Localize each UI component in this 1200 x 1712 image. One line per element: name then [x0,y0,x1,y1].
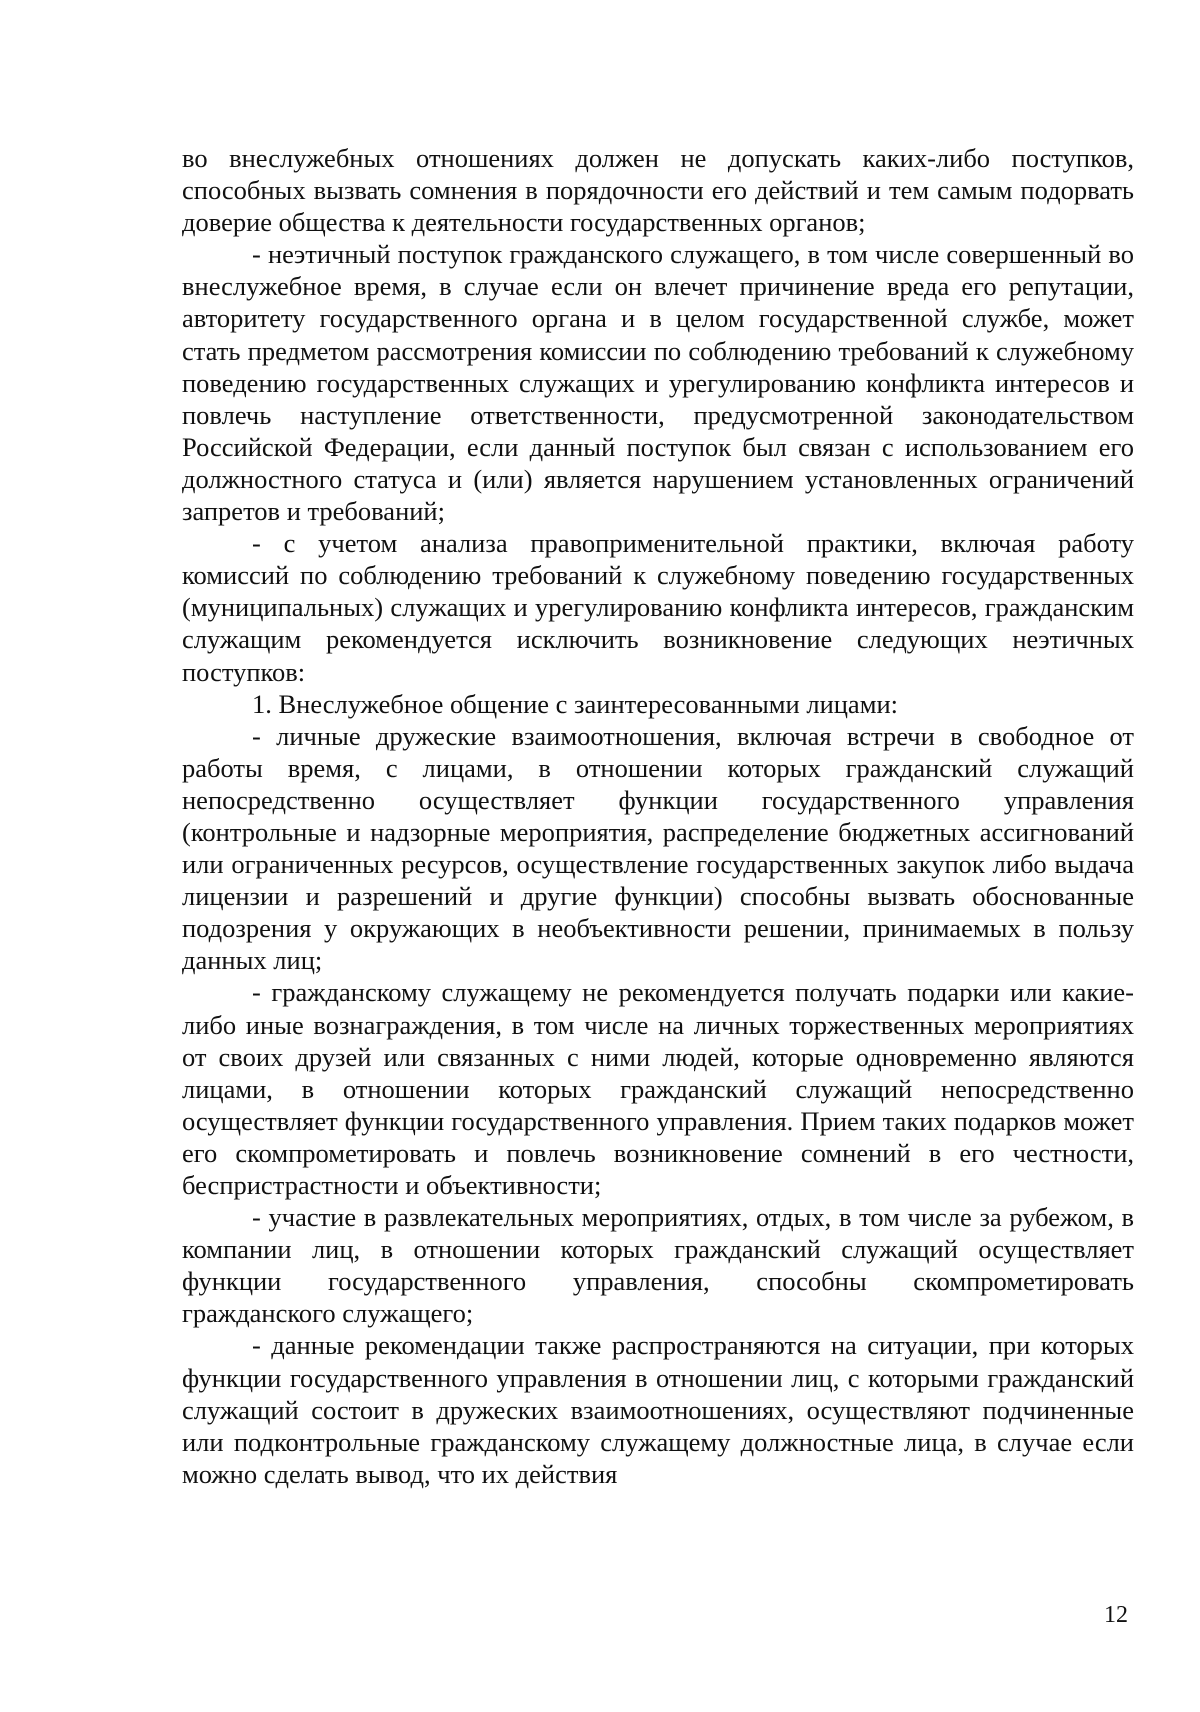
paragraph-personal-relationships: - личные дружеские взаимоотношения, включая встречи в свободное от работы время, с лицами, в отношении которых гражданский служащий непосредственно осуществляет функции государственного управления (контрольные и надзорные мероприятия, распределение бюджетных ассигнований или ограниченных ресурсов, осуществление государственных закупок либо выдача лицензии и разрешений и другие функции) способны вызвать обоснованные подозрения у окружающих в необъективности решении, принимаемых в пользу данных лиц; [182,720,1134,976]
paragraph-subordinates: - данные рекомендации также распространяются на ситуации, при которых функции государственного управления в отношении лиц, с которыми гражданский служащий состоит в дружеских взаимоотношениях, осуществляют подчиненные или подконтрольные гражданскому служащему должностные лица, в случае если можно сделать вывод, что их действия [182,1330,1134,1489]
paragraph-entertainment: - участие в развлекательных мероприятиях, отдых, в том числе за рубежом, в компании лиц, в отношении которых гражданский служащий осуществляет функции государственного управления, способны скомпрометировать гражданского служащего; [182,1202,1134,1329]
paragraph-gifts: - гражданскому служащему не рекомендуется получать подарки или какие-либо иные вознаграждения, в том числе на личных торжественных мероприятиях от своих друзей или связанных с ними людей, которые одновременно являются лицами, в отношении которых гражданский служащий непосредственно осуществляет функции государственного управления. Прием таких подарков может его скомпрометировать и повлечь возникновение сомнений в его честности, беспристрастности и объективности; [182,977,1134,1200]
document-body [182,142,1134,1490]
paragraph-practice-analysis: - с учетом анализа правоприменительной практики, включая работу комиссий по соблюдению требований к служебному поведению государственных (муниципальных) служащих и урегулированию конфликта интересов, гражданским служащим рекомендуется исключить возникновение следующих неэтичных поступков: [182,528,1134,687]
paragraph-continuation: во внеслужебных отношениях должен не допускать каких-либо поступков, способных вызвать сомнения в порядочности его действий и тем самым подорвать доверие общества к деятельности государственных органов; [182,143,1134,238]
paragraph-unethical-act: - неэтичный поступок гражданского служащего, в том числе совершенный во внеслужебное время, в случае если он влечет причинение вреда его репутации, авторитету государственного органа и в целом государственной службе, может стать предметом рассмотрения комиссии по соблюдению требований к служебному поведению государственных служащих и урегулированию конфликта интересов и повлечь наступление ответственности, предусмотренной законодательством Российской Федерации, если данный поступок был связан с использованием его должностного статуса и (или) является нарушением установленных ограничений запретов и требований; [182,239,1134,527]
section-heading-off-duty-communication: 1. Внеслужебное общение с заинтересованными лицами: [252,688,899,719]
page-number: 12 [1104,1602,1128,1628]
